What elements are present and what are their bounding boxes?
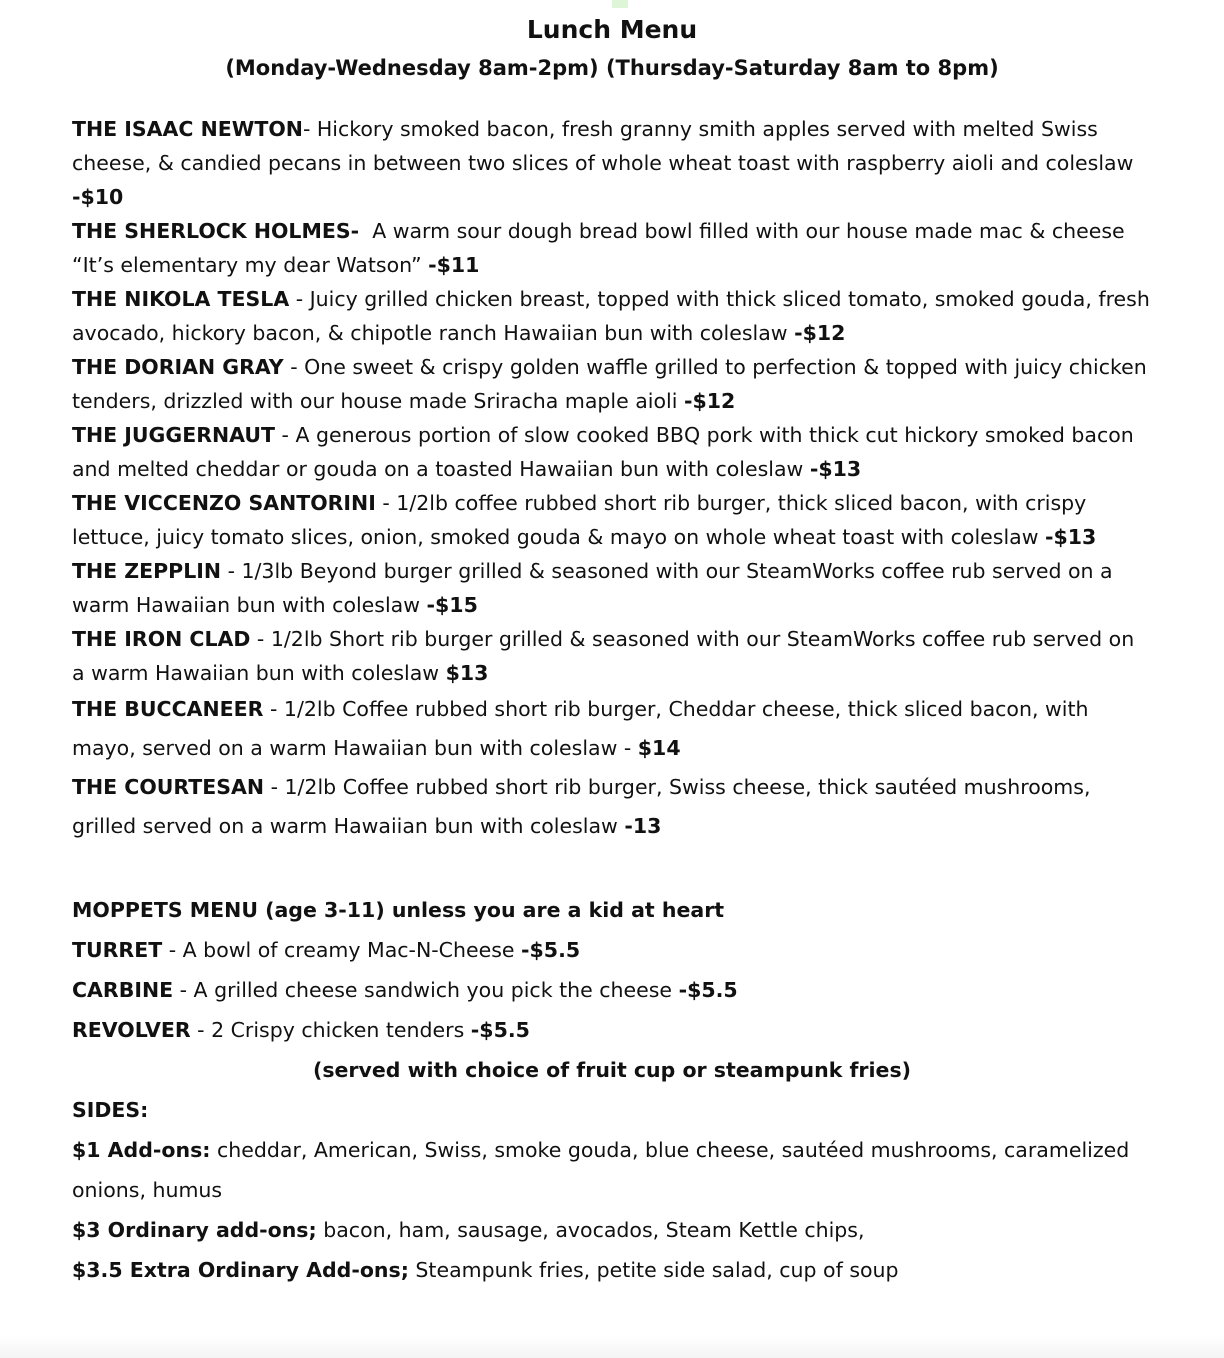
item-name: THE BUCCANEER (72, 697, 264, 721)
menu-hours: (Monday-Wednesday 8am-2pm) (Thursday-Saturday 8am to 8pm) (225, 56, 999, 80)
item-price: -$10 (72, 185, 124, 209)
moppets-item (72, 1010, 1152, 1050)
item-separator: - (264, 775, 285, 799)
moppets-section (72, 890, 1152, 1090)
lunch-items-list (72, 112, 1152, 846)
item-separator: - (263, 697, 284, 721)
item-price: $14 (637, 736, 681, 760)
item-separator: - (250, 627, 271, 651)
menu-item (72, 214, 1152, 282)
item-description: 1/2lb Coffee rubbed short rib burger, Swiss cheese, thick sautéed mushrooms, grilled served on a warm Hawaiian bun with coleslaw (72, 775, 1091, 838)
item-name: TURRET (72, 938, 163, 962)
item-name: THE ISAAC NEWTON (72, 117, 303, 141)
item-description: A generous portion of slow cooked BBQ pork with thick cut hickory smoked bacon and melted cheddar or gouda on a toasted Hawaiian bun with coleslaw (72, 423, 1134, 481)
item-price: -$13 (1045, 525, 1097, 549)
item-separator: - (190, 1018, 212, 1042)
item-description: 2 Crispy chicken tenders (211, 1018, 471, 1042)
item-separator: - (289, 287, 310, 311)
item-price: -$5.5 (470, 1018, 530, 1042)
item-description: One sweet & crispy golden waffle grilled to perfection & topped with juicy chicken tenders, drizzled with our house made Sriracha maple aioli (72, 355, 1147, 413)
item-separator: - (375, 491, 397, 515)
menu-item (72, 112, 1152, 214)
moppets-heading: MOPPETS MENU (age 3-11) unless you are a kid at heart (72, 898, 725, 922)
item-description: 1/3lb Beyond burger grilled & seasoned with our SteamWorks coffee rub served on a warm Hawaiian bun with coleslaw (72, 559, 1113, 617)
item-name: THE DORIAN GRAY (72, 355, 284, 379)
sides-group (72, 1250, 1152, 1290)
item-price: -$11 (428, 253, 480, 277)
sides-group-items: cheddar, American, Swiss, smoke gouda, blue cheese, sautéed mushrooms, caramelized onions, humus (72, 1138, 1130, 1202)
item-price: -$5.5 (678, 978, 738, 1002)
item-separator (359, 219, 372, 243)
item-description: 1/2lb Coffee rubbed short rib burger, Cheddar cheese, thick sliced bacon, with mayo, served on a warm Hawaiian bun with coleslaw - (72, 697, 1089, 760)
item-separator: - (173, 978, 194, 1002)
moppets-item (72, 970, 1152, 1010)
sides-section (72, 1090, 1152, 1290)
menu-item (72, 554, 1152, 622)
page-bottom-edge (0, 1336, 1224, 1358)
sides-group-items: Steampunk fries, petite side salad, cup of soup (408, 1258, 899, 1282)
sides-group-label: $3 Ordinary add-ons; (72, 1218, 317, 1242)
sides-group (72, 1210, 1152, 1250)
menu-item (72, 282, 1152, 350)
item-description: A bowl of creamy Mac-N-Cheese (182, 938, 522, 962)
page-top-marker (612, 0, 628, 8)
item-description: Hickory smoked bacon, fresh granny smith apples served with melted Swiss cheese, & candied pecans in between two slices of whole wheat toast with raspberry aioli and coleslaw (72, 117, 1134, 175)
item-name: THE NIKOLA TESLA (72, 287, 290, 311)
item-price: -13 (624, 814, 662, 838)
sides-group-label: $3.5 Extra Ordinary Add-ons; (72, 1258, 409, 1282)
menu-document (72, 10, 1152, 1290)
section-gap (72, 846, 1152, 890)
menu-item (72, 350, 1152, 418)
item-name: THE COURTESAN (72, 775, 265, 799)
item-separator: - (162, 938, 183, 962)
item-separator: - (283, 355, 305, 379)
item-price: -$12 (683, 389, 736, 413)
item-name: THE ZEPPLIN (72, 559, 222, 583)
item-name: THE SHERLOCK HOLMES- (72, 219, 360, 243)
menu-item (72, 622, 1152, 690)
item-name: THE IRON CLAD (72, 627, 251, 651)
moppets-note: (served with choice of fruit cup or steampunk fries) (312, 1058, 912, 1082)
item-price: -$12 (794, 321, 846, 345)
item-separator: - (275, 423, 296, 447)
item-name: CARBINE (72, 978, 174, 1002)
item-description: Juicy grilled chicken breast, topped with thick sliced tomato, smoked gouda, fresh avocado, hickory bacon, & chipotle ranch Hawaiian bun with coleslaw (72, 287, 1150, 345)
item-name: THE JUGGERNAUT (72, 423, 276, 447)
item-name: THE VICCENZO SANTORINI (72, 491, 376, 515)
item-description: A warm sour dough bread bowl filled with our house made mac & cheese “It’s elementary my dear Watson” (72, 219, 1125, 277)
item-separator: - (302, 117, 317, 141)
item-price: -$13 (809, 457, 862, 481)
menu-item (72, 768, 1152, 846)
menu-item (72, 486, 1152, 554)
item-price: -$15 (426, 593, 478, 617)
sides-group (72, 1130, 1152, 1210)
item-description: A grilled cheese sandwich you pick the cheese (193, 978, 679, 1002)
item-name: REVOLVER (72, 1018, 191, 1042)
menu-title: Lunch Menu (526, 15, 698, 44)
item-price: $13 (445, 661, 489, 685)
sides-heading: SIDES: (72, 1098, 149, 1122)
sides-group-items: bacon, ham, sausage, avocados, Steam Kettle chips, (316, 1218, 865, 1242)
sides-group-label: $1 Add-ons: (72, 1138, 211, 1162)
item-description: 1/2lb Short rib burger grilled & seasoned with our SteamWorks coffee rub served on a warm Hawaiian bun with coleslaw (72, 627, 1135, 685)
menu-item (72, 690, 1152, 768)
moppets-item (72, 930, 1152, 970)
item-price: -$5.5 (521, 938, 581, 962)
menu-item (72, 418, 1152, 486)
item-description: 1/2lb coffee rubbed short rib burger, thick sliced bacon, with crispy lettuce, juicy tomato slices, onion, smoked gouda & mayo on whole wheat toast with coleslaw (72, 491, 1087, 549)
item-separator: - (221, 559, 242, 583)
